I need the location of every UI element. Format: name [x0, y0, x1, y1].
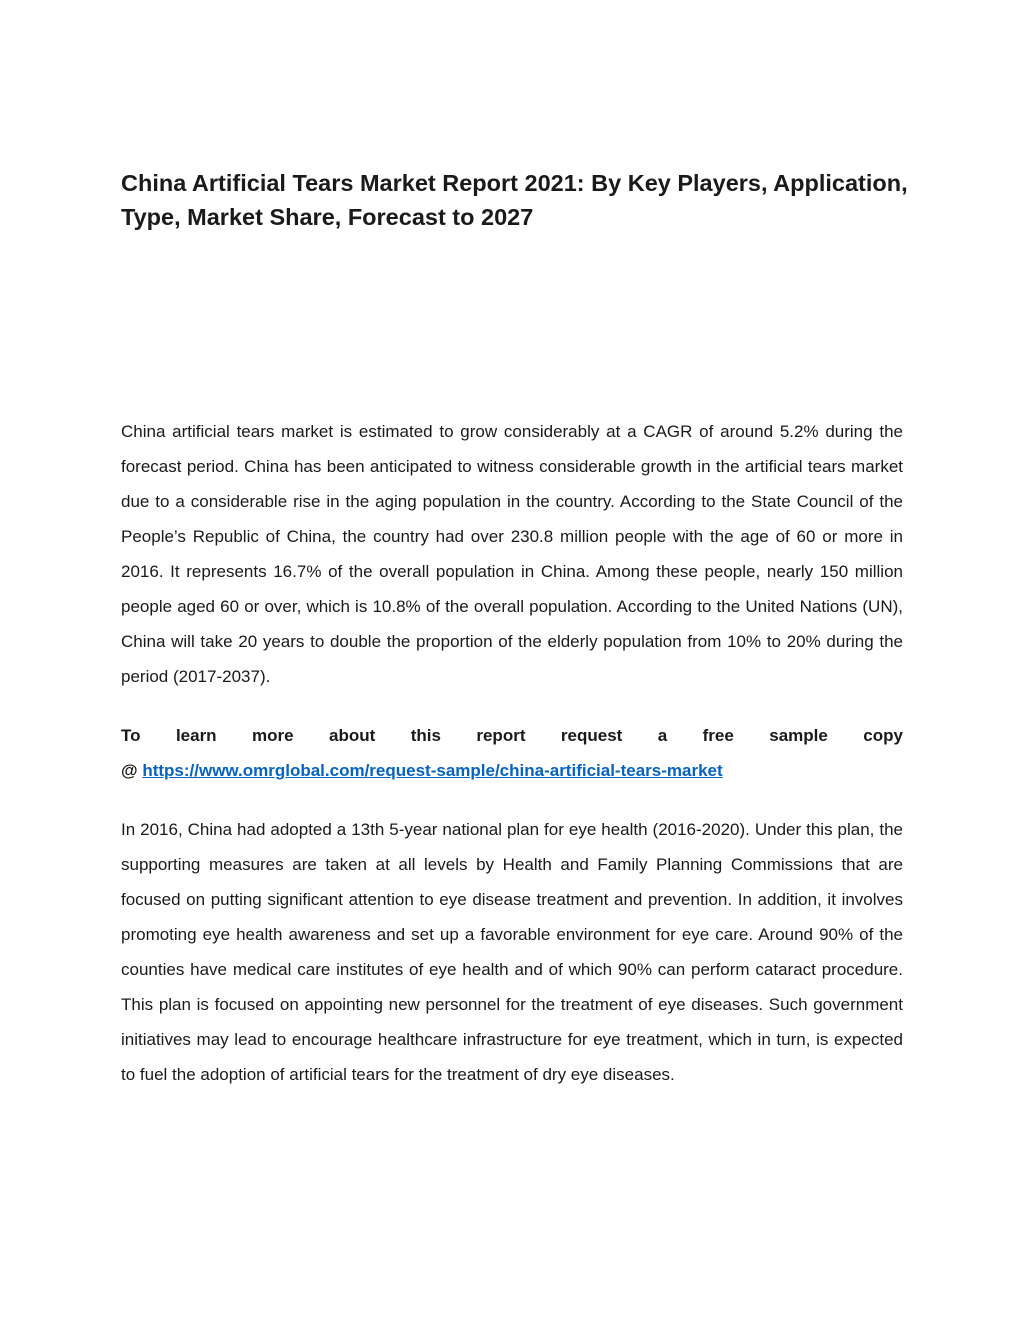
callout-word: free — [702, 726, 734, 745]
callout-word: sample — [769, 726, 828, 745]
intro-paragraph: China artificial tears market is estimated to grow considerably at a CAGR of around 5.2% during the forecast period. China has been anticipated to witness considerable growth in the artificial tears market due to a considerable rise in the aging population in the country. According to the State Council of the People’s Republic of China, the country had over 230.8 million people with the age of 60 or more in 2016. It represents 16.7% of the overall population in China. Among these people, nearly 150 million people aged 60 or over, which is 10.8% of the overall population. According to the United Nations (UN), China will take 20 years to double the proportion of the elderly population from 10% to 20% during the period (2017-2037). — [121, 422, 903, 686]
sample-request-callout — [121, 718, 903, 788]
callout-word: request — [560, 726, 623, 745]
callout-word: To — [121, 726, 141, 745]
callout-word: this — [410, 726, 441, 745]
callout-link-line — [121, 753, 903, 788]
callout-text-line — [121, 718, 903, 753]
callout-word: a — [657, 726, 668, 745]
request-sample-link[interactable]: https://www.omrglobal.com/request-sample/china-artificial-tears-market — [142, 761, 723, 780]
callout-word: about — [329, 726, 376, 745]
document-title: China Artificial Tears Market Report 2021: By Key Players, Application, Type, Market Share, Forecast to 2027 — [121, 170, 908, 230]
callout-word: learn — [175, 726, 217, 745]
eye-health-plan-paragraph: In 2016, China had adopted a 13th 5-year national plan for eye health (2016-2020). Under this plan, the supporting measures are taken at all levels by Health and Family Planning Commissions that are focused on putting significant attention to eye disease treatment and prevention. In addition, it involves promoting eye health awareness and set up a favorable environment for eye care. Around 90% of the counties have medical care institutes of eye health and of which 90% can perform cataract procedure. This plan is focused on appointing new personnel for the treatment of eye diseases. Such government initiatives may lead to encourage healthcare infrastructure for eye treatment, which in turn, is expected to fuel the adoption of artificial tears for the treatment of dry eye diseases. — [121, 820, 903, 1084]
callout-word: copy — [863, 726, 903, 745]
at-sign: @ — [121, 761, 138, 780]
callout-word: more — [252, 726, 294, 745]
callout-word: report — [476, 726, 526, 745]
